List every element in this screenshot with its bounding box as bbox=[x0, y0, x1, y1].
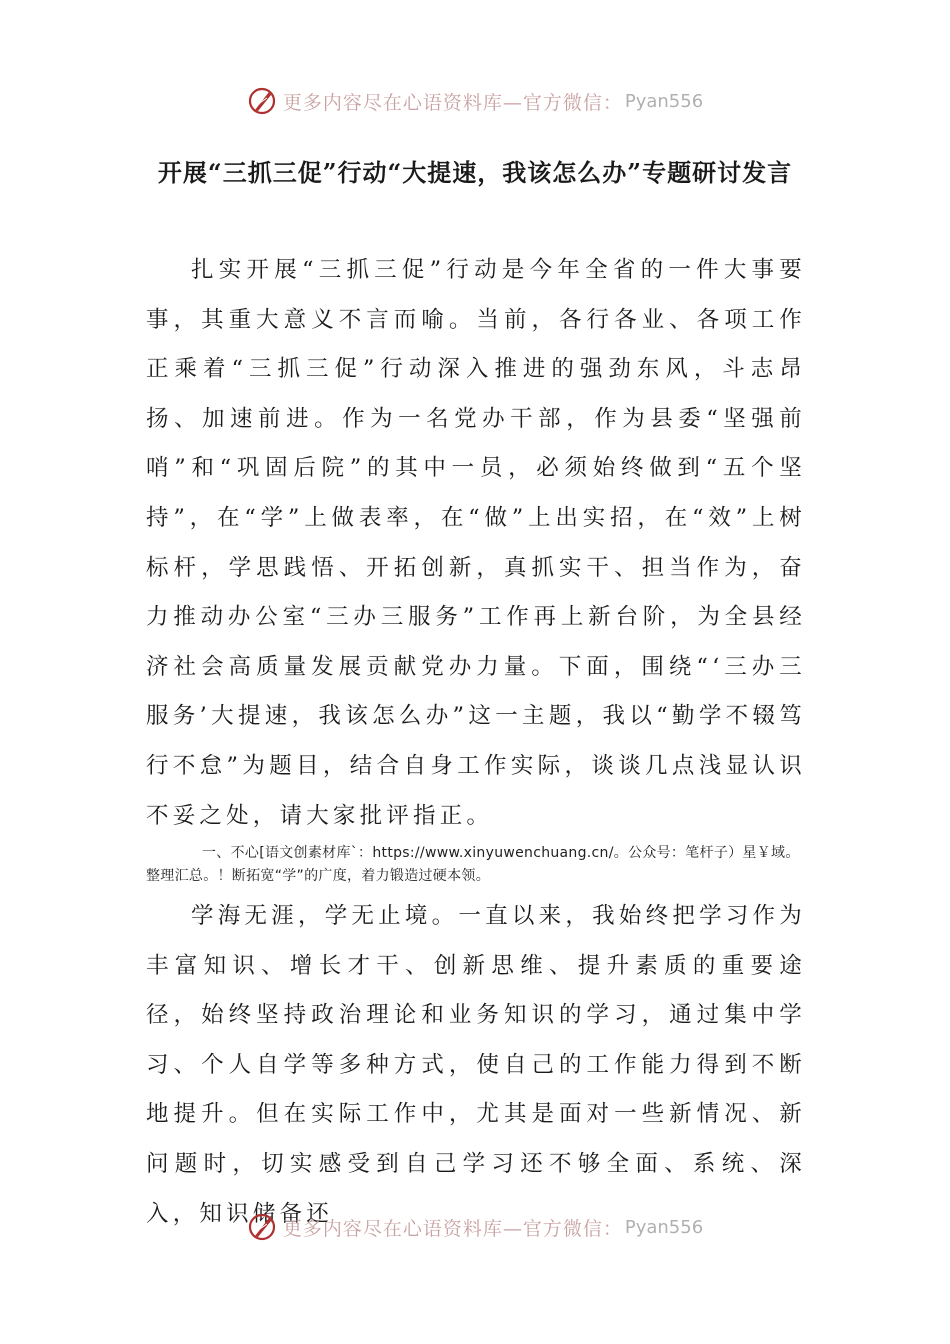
document-title: 开展“三抓三促”行动“大提速，我该怎么办”专题研讨发言 bbox=[157, 158, 793, 187]
section-heading-note: 一、不心[语文创素材库`：https://www.xinyuwenchuang.cn/。公众号：笔杆子）星￥域。整理汇总。！断拓宽“学”的广度，着力锻造过硬本领。 bbox=[146, 845, 800, 884]
banner-text: 更多内容尽在心语资料库—官方微信： bbox=[282, 91, 623, 114]
footer-banner bbox=[0, 1212, 950, 1242]
quill-logo-icon bbox=[247, 1212, 277, 1242]
wechat-id: Pyan556 bbox=[624, 90, 704, 112]
wechat-id: Pyan556 bbox=[624, 1216, 704, 1238]
quill-logo-icon bbox=[247, 86, 277, 116]
banner-text: 更多内容尽在心语资料库—官方微信： bbox=[282, 1217, 623, 1240]
header-banner bbox=[0, 86, 950, 116]
body-paragraph: 学海无涯，学无止境。一直以来，我始终把学习作为丰富知识、增长才干、创新思维、提升素质的重要途径，始终坚持政治理论和业务知识的学习，通过集中学习、个人自学等多种方式，使自己的工作能力得到不断地提升。但在实际工作中，尤其是面对一些新情况、新问题时，切实感受到自己学习还不够全面、系统、深入，知识储备还 bbox=[146, 903, 806, 1227]
body-paragraph: 扎实开展“三抓三促”行动是今年全省的一件大事要事，其重大意义不言而喻。当前，各行各业、各项工作正乘着“三抓三促”行动深入推进的强劲东风，斗志昂扬、加速前进。作为一名党办干部，作为县委“坚强前哨”和“巩固后院”的其中一员，必须始终做到“五个坚持”，在“学”上做表率，在“做”上出实招，在“效”上树标杆，学思践悟、开拓创新，真抓实干、担当作为，奋力推动办公室“三办三服务”工作再上新台阶，为全县经济社会高质量发展贡献党办力量。下面，围绕“‘三办三服务’大提速，我该怎么办”这一主题，我以“勤学不辍笃行不怠”为题目，结合自身工作实际，谈谈几点浅显认识不妥之处，请大家批评指正。 bbox=[146, 257, 806, 829]
